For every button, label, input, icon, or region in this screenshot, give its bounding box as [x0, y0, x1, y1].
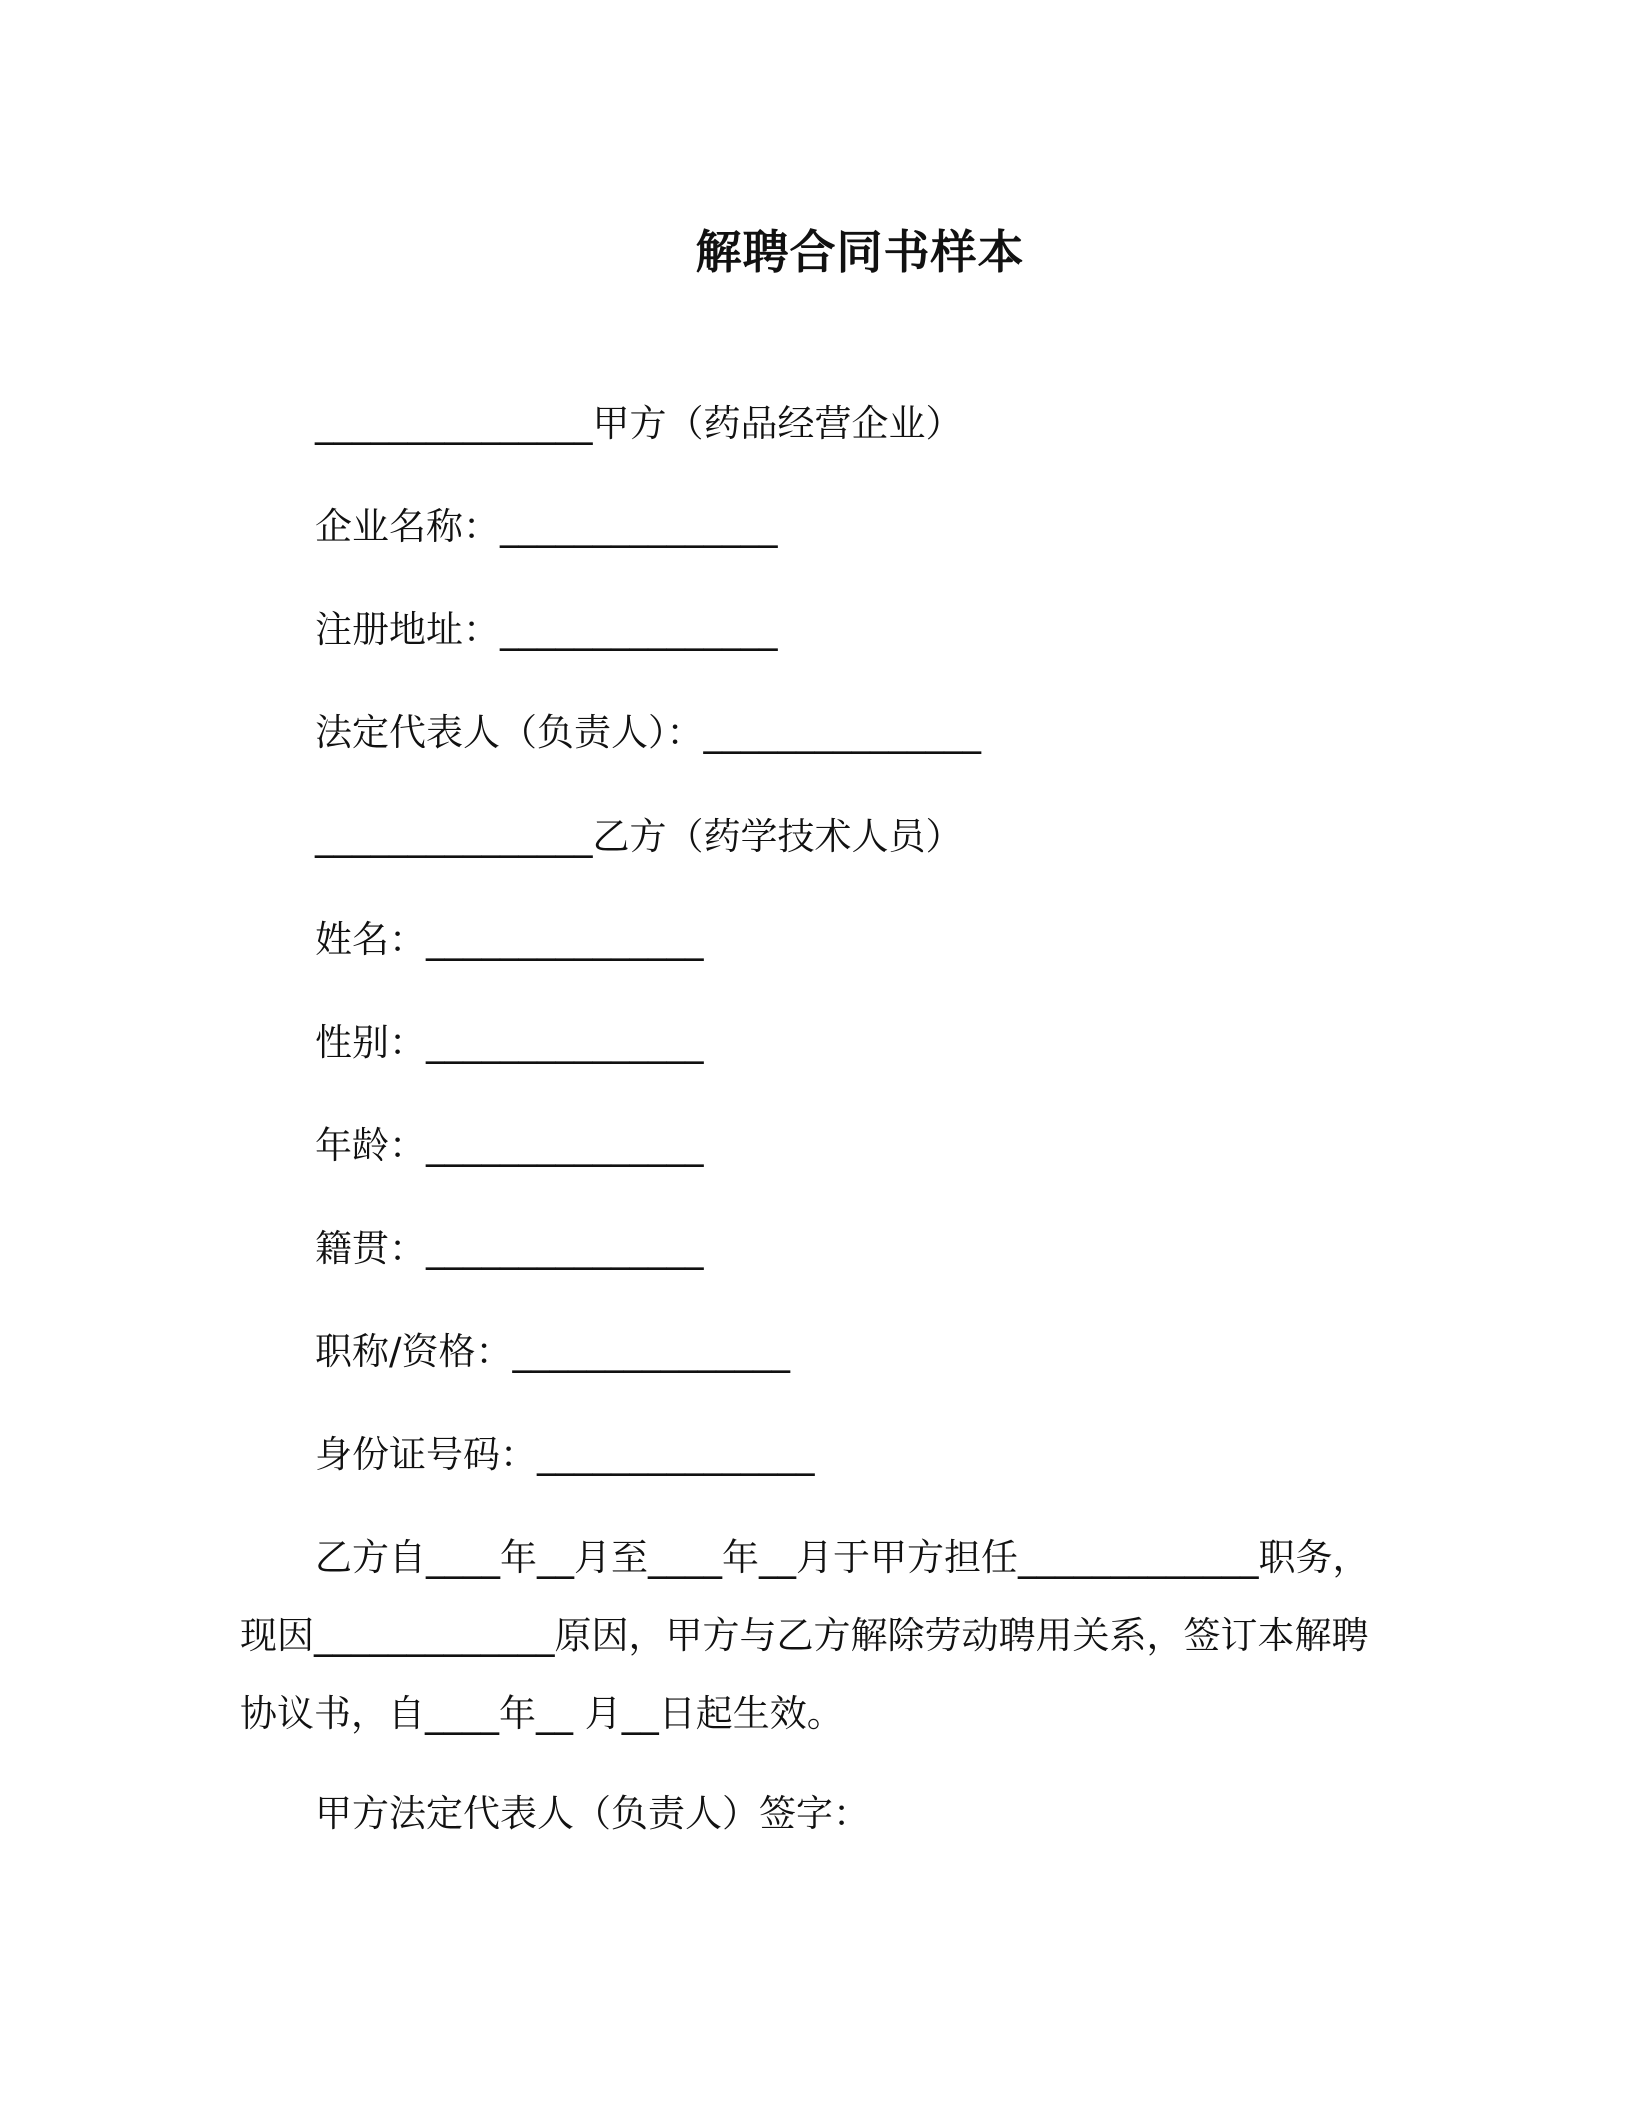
- paragraph-line-2: 现因_____________原因，甲方与乙方解除劳动聘用关系，签订本解聘: [240, 1614, 1369, 1657]
- signature-label: 甲方法定代表人（负责人）签字：: [315, 1792, 870, 1835]
- company-name-field: 企业名称：_______________: [315, 505, 778, 548]
- legal-representative-field: 法定代表人（负责人）：_______________: [315, 711, 981, 754]
- native-place-field: 籍贯：_______________: [315, 1227, 704, 1270]
- title-qualification-field: 职称/资格：_______________: [315, 1330, 790, 1373]
- paragraph-line-3: 协议书，自____年__ 月__日起生效。: [240, 1692, 844, 1735]
- name-field: 姓名：_______________: [315, 918, 704, 961]
- party-b-header: _______________乙方（药学技术人员）: [315, 815, 963, 858]
- gender-field: 性别：_______________: [315, 1021, 704, 1064]
- registered-address-field: 注册地址：_______________: [315, 608, 778, 651]
- paragraph-line-1: 乙方自____年__月至____年__月于甲方担任_____________职务，: [315, 1536, 1370, 1579]
- document-title: 解聘合同书样本: [695, 225, 1025, 279]
- party-a-header: _______________甲方（药品经营企业）: [315, 402, 963, 445]
- id-number-field: 身份证号码：_______________: [315, 1433, 815, 1476]
- age-field: 年龄：_______________: [315, 1124, 704, 1167]
- termination-paragraph: [240, 1533, 1400, 1767]
